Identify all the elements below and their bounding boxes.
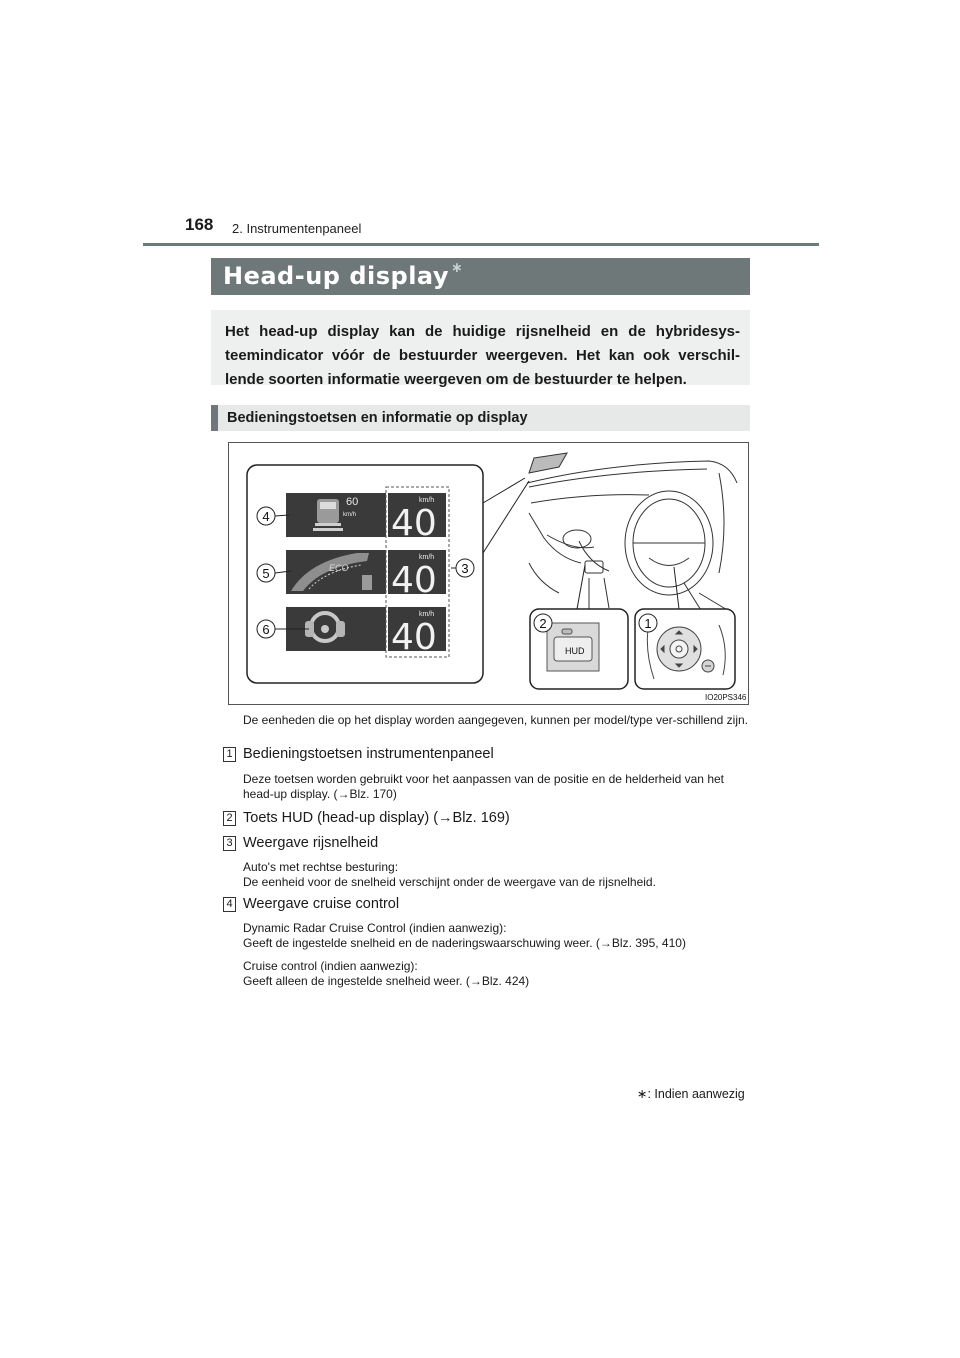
hud-illustration-svg bbox=[229, 443, 750, 706]
item-body: De eenheid voor de snelheid verschijnt onder de weergave van de rijsnelheid. bbox=[243, 875, 656, 889]
item-body: Deze toetsen worden gebruikt voor het aanpassen van de positie en de helderheid van het head-up display. (→Blz. 170) bbox=[243, 772, 724, 801]
item-title: Toets HUD (head-up display) (→Blz. 169) bbox=[243, 810, 510, 826]
asterisk-marker: ∗ bbox=[451, 260, 464, 276]
callout-5 bbox=[257, 564, 275, 582]
callout-3-label: 3 bbox=[461, 561, 469, 576]
item-number: 1 bbox=[223, 747, 236, 762]
speed-value-2: 40 bbox=[391, 560, 437, 601]
hud-button-panel bbox=[547, 623, 599, 671]
item-title: Weergave cruise control bbox=[243, 896, 400, 912]
callout-2-label: 2 bbox=[539, 616, 547, 631]
dashboard-sketch bbox=[527, 453, 737, 623]
speed-unit-2: km/h bbox=[419, 554, 435, 561]
item-number: 4 bbox=[223, 897, 236, 912]
item-title: Weergave rijsnelheid bbox=[243, 835, 379, 851]
hud-illustration bbox=[228, 442, 749, 705]
callout-3 bbox=[456, 559, 474, 577]
subheading: Bedieningstoetsen en informatie op display bbox=[211, 405, 750, 431]
figure-caption: De eenheden die op het display worden aangegeven, kunnen per model/type ver-schillend zijn. bbox=[243, 713, 749, 727]
cruise-unit: km/h bbox=[343, 512, 357, 518]
battery-icon bbox=[362, 575, 372, 590]
callout-6-label: 6 bbox=[262, 622, 270, 637]
callout-1-label: 1 bbox=[644, 616, 652, 631]
hud-button-label: HUD bbox=[565, 646, 585, 656]
callout-2 bbox=[534, 614, 552, 632]
eco-label: ECO bbox=[329, 563, 349, 573]
item-body: Geeft de ingestelde snelheid en de naderingswaarschuwing weer. (→Blz. 395, 410) bbox=[243, 936, 686, 950]
item-body: Geeft alleen de ingestelde snelheid weer. (→Blz. 424) bbox=[243, 974, 530, 988]
speed-value-3: 40 bbox=[391, 617, 437, 658]
page-title bbox=[211, 258, 750, 295]
speed-unit-3: km/h bbox=[419, 611, 435, 618]
cruise-set-speed: 60 bbox=[346, 496, 359, 508]
item-body: Auto's met rechtse besturing: bbox=[243, 860, 399, 874]
item-title: Bedieningstoetsen instrumentenpaneel bbox=[243, 746, 494, 762]
header-rule bbox=[143, 243, 819, 246]
footnote: ∗: Indien aanwezig bbox=[637, 1087, 745, 1101]
item-number: 3 bbox=[223, 836, 236, 851]
callout-5-label: 5 bbox=[262, 566, 270, 581]
callout-4 bbox=[257, 507, 275, 525]
speed-value-1: 40 bbox=[391, 503, 437, 544]
item-number: 2 bbox=[223, 811, 236, 826]
figure-code: IO20PS346 bbox=[705, 693, 747, 702]
page-number: 168 bbox=[185, 215, 214, 234]
callout-1 bbox=[639, 614, 657, 632]
item-body: Cruise control (indien aanwezig): bbox=[243, 959, 418, 973]
speed-unit-1: km/h bbox=[419, 497, 435, 504]
breadcrumb: 2. Instrumentenpaneel bbox=[232, 221, 362, 236]
page-title-text: Head-up display bbox=[223, 262, 450, 290]
intro-box: Het head-up display kan de huidige rijsnelheid en de hybridesys-teemindicator vóór de bestuurder weergeven. Het kan ook verschil-lende soorten informatie weergeven om de bestuurder te helpen. bbox=[211, 310, 750, 385]
callout-4-label: 4 bbox=[262, 509, 270, 524]
item-body: Dynamic Radar Cruise Control (indien aanwezig): bbox=[243, 921, 507, 935]
callout-6 bbox=[257, 620, 275, 638]
